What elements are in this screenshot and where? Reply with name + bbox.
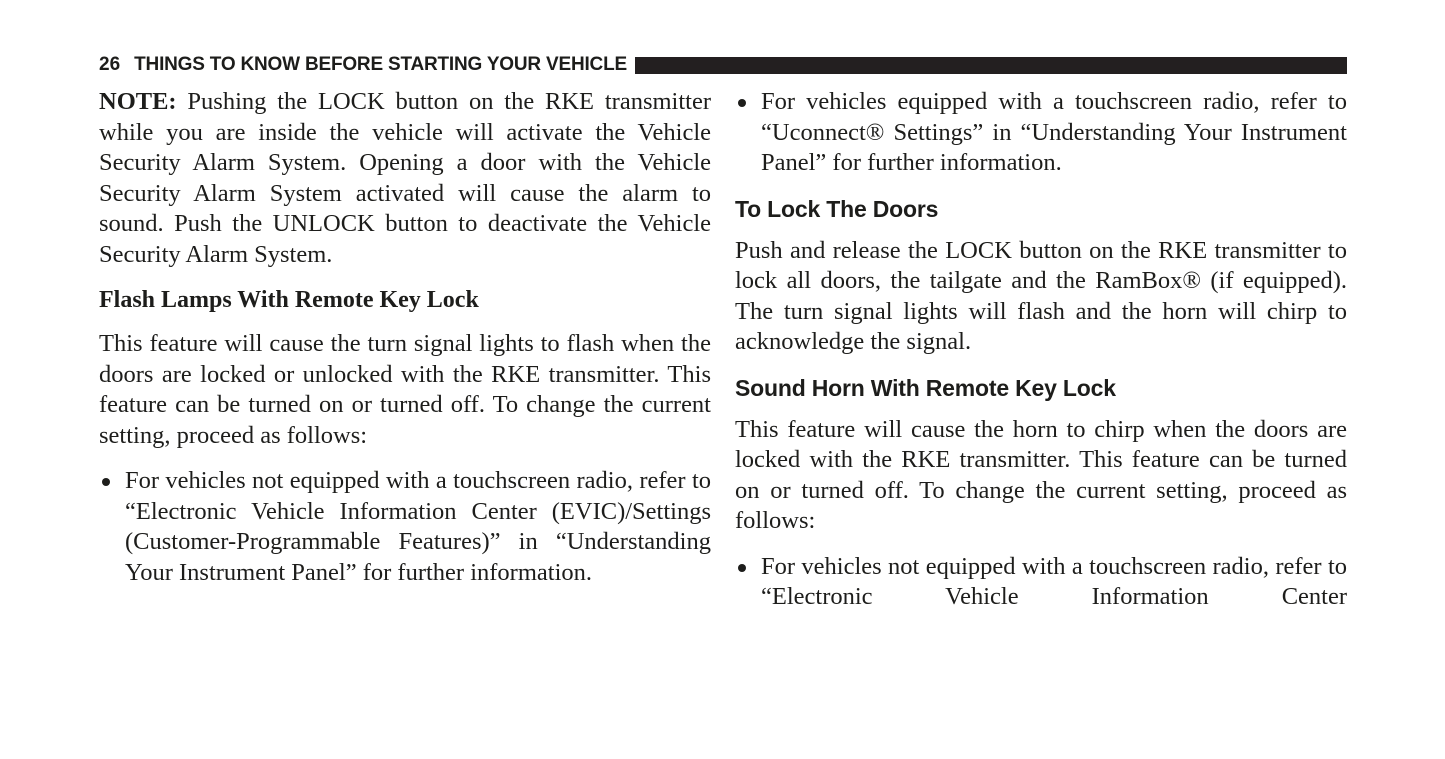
bullet-dot-icon	[735, 552, 761, 613]
note-text: Pushing the LOCK button on the RKE transmitter while you are inside the vehicle will activate the Vehicle Security Alarm System. Opening a door with the Vehicle Security Alarm System activated will cause the alarm to sound. Push the UNLOCK button to deactivate the Vehicle Security Alarm System.	[99, 88, 711, 268]
section-heading-sound-horn: Sound Horn With Remote Key Lock	[735, 374, 1116, 401]
section-heading-flash-lamps: Flash Lamps With Remote Key Lock	[99, 287, 479, 313]
bullet-item	[99, 466, 711, 588]
note-paragraph	[99, 87, 711, 270]
lock-doors-body: Push and release the LOCK button on the RKE transmitter to lock all doors, the tailgate and the RamBox® (if equipped). The turn signal lights will flash and the horn will chirp to acknowledge the signal.	[735, 236, 1347, 355]
bullet-text: For vehicles not equipped with a touchscreen radio, refer to “Electronic Vehicle Information Center (EVIC)/Settings (Customer-Programmable Features)” in “Understanding Your Instrument Panel” for further information.	[125, 467, 711, 586]
flash-lamps-body: This feature will cause the turn signal lights to flash when the doors are locked or unlocked with the RKE transmitter. This feature can be turned on or turned off. To change the current setting, proceed as follows:	[99, 330, 711, 449]
page-number: 26	[99, 54, 121, 75]
page-header	[99, 54, 1347, 76]
header-rule-bar	[635, 57, 1347, 74]
note-label: NOTE:	[99, 88, 177, 115]
left-column	[99, 87, 711, 603]
chapter-title: THINGS TO KNOW BEFORE STARTING YOUR VEHICLE	[134, 54, 627, 75]
sound-horn-body: This feature will cause the horn to chirp when the doors are locked with the RKE transmitter. This feature can be turned on or turned off. To change the current setting, proceed as follows:	[735, 415, 1347, 534]
bullet-dot-icon	[735, 87, 761, 179]
bullet-item	[735, 552, 1347, 613]
section-heading-lock-doors: To Lock The Doors	[735, 195, 939, 222]
bullet-item	[735, 87, 1347, 179]
bullet-text: For vehicles equipped with a touchscreen radio, refer to “Uconnect® Settings” in “Understanding Your Instrument Panel” for further information.	[761, 88, 1347, 176]
right-column	[735, 87, 1347, 628]
bullet-dot-icon	[99, 466, 125, 588]
bullet-text: For vehicles not equipped with a touchscreen radio, refer to “Electronic Vehicle Information Center	[761, 552, 1347, 610]
